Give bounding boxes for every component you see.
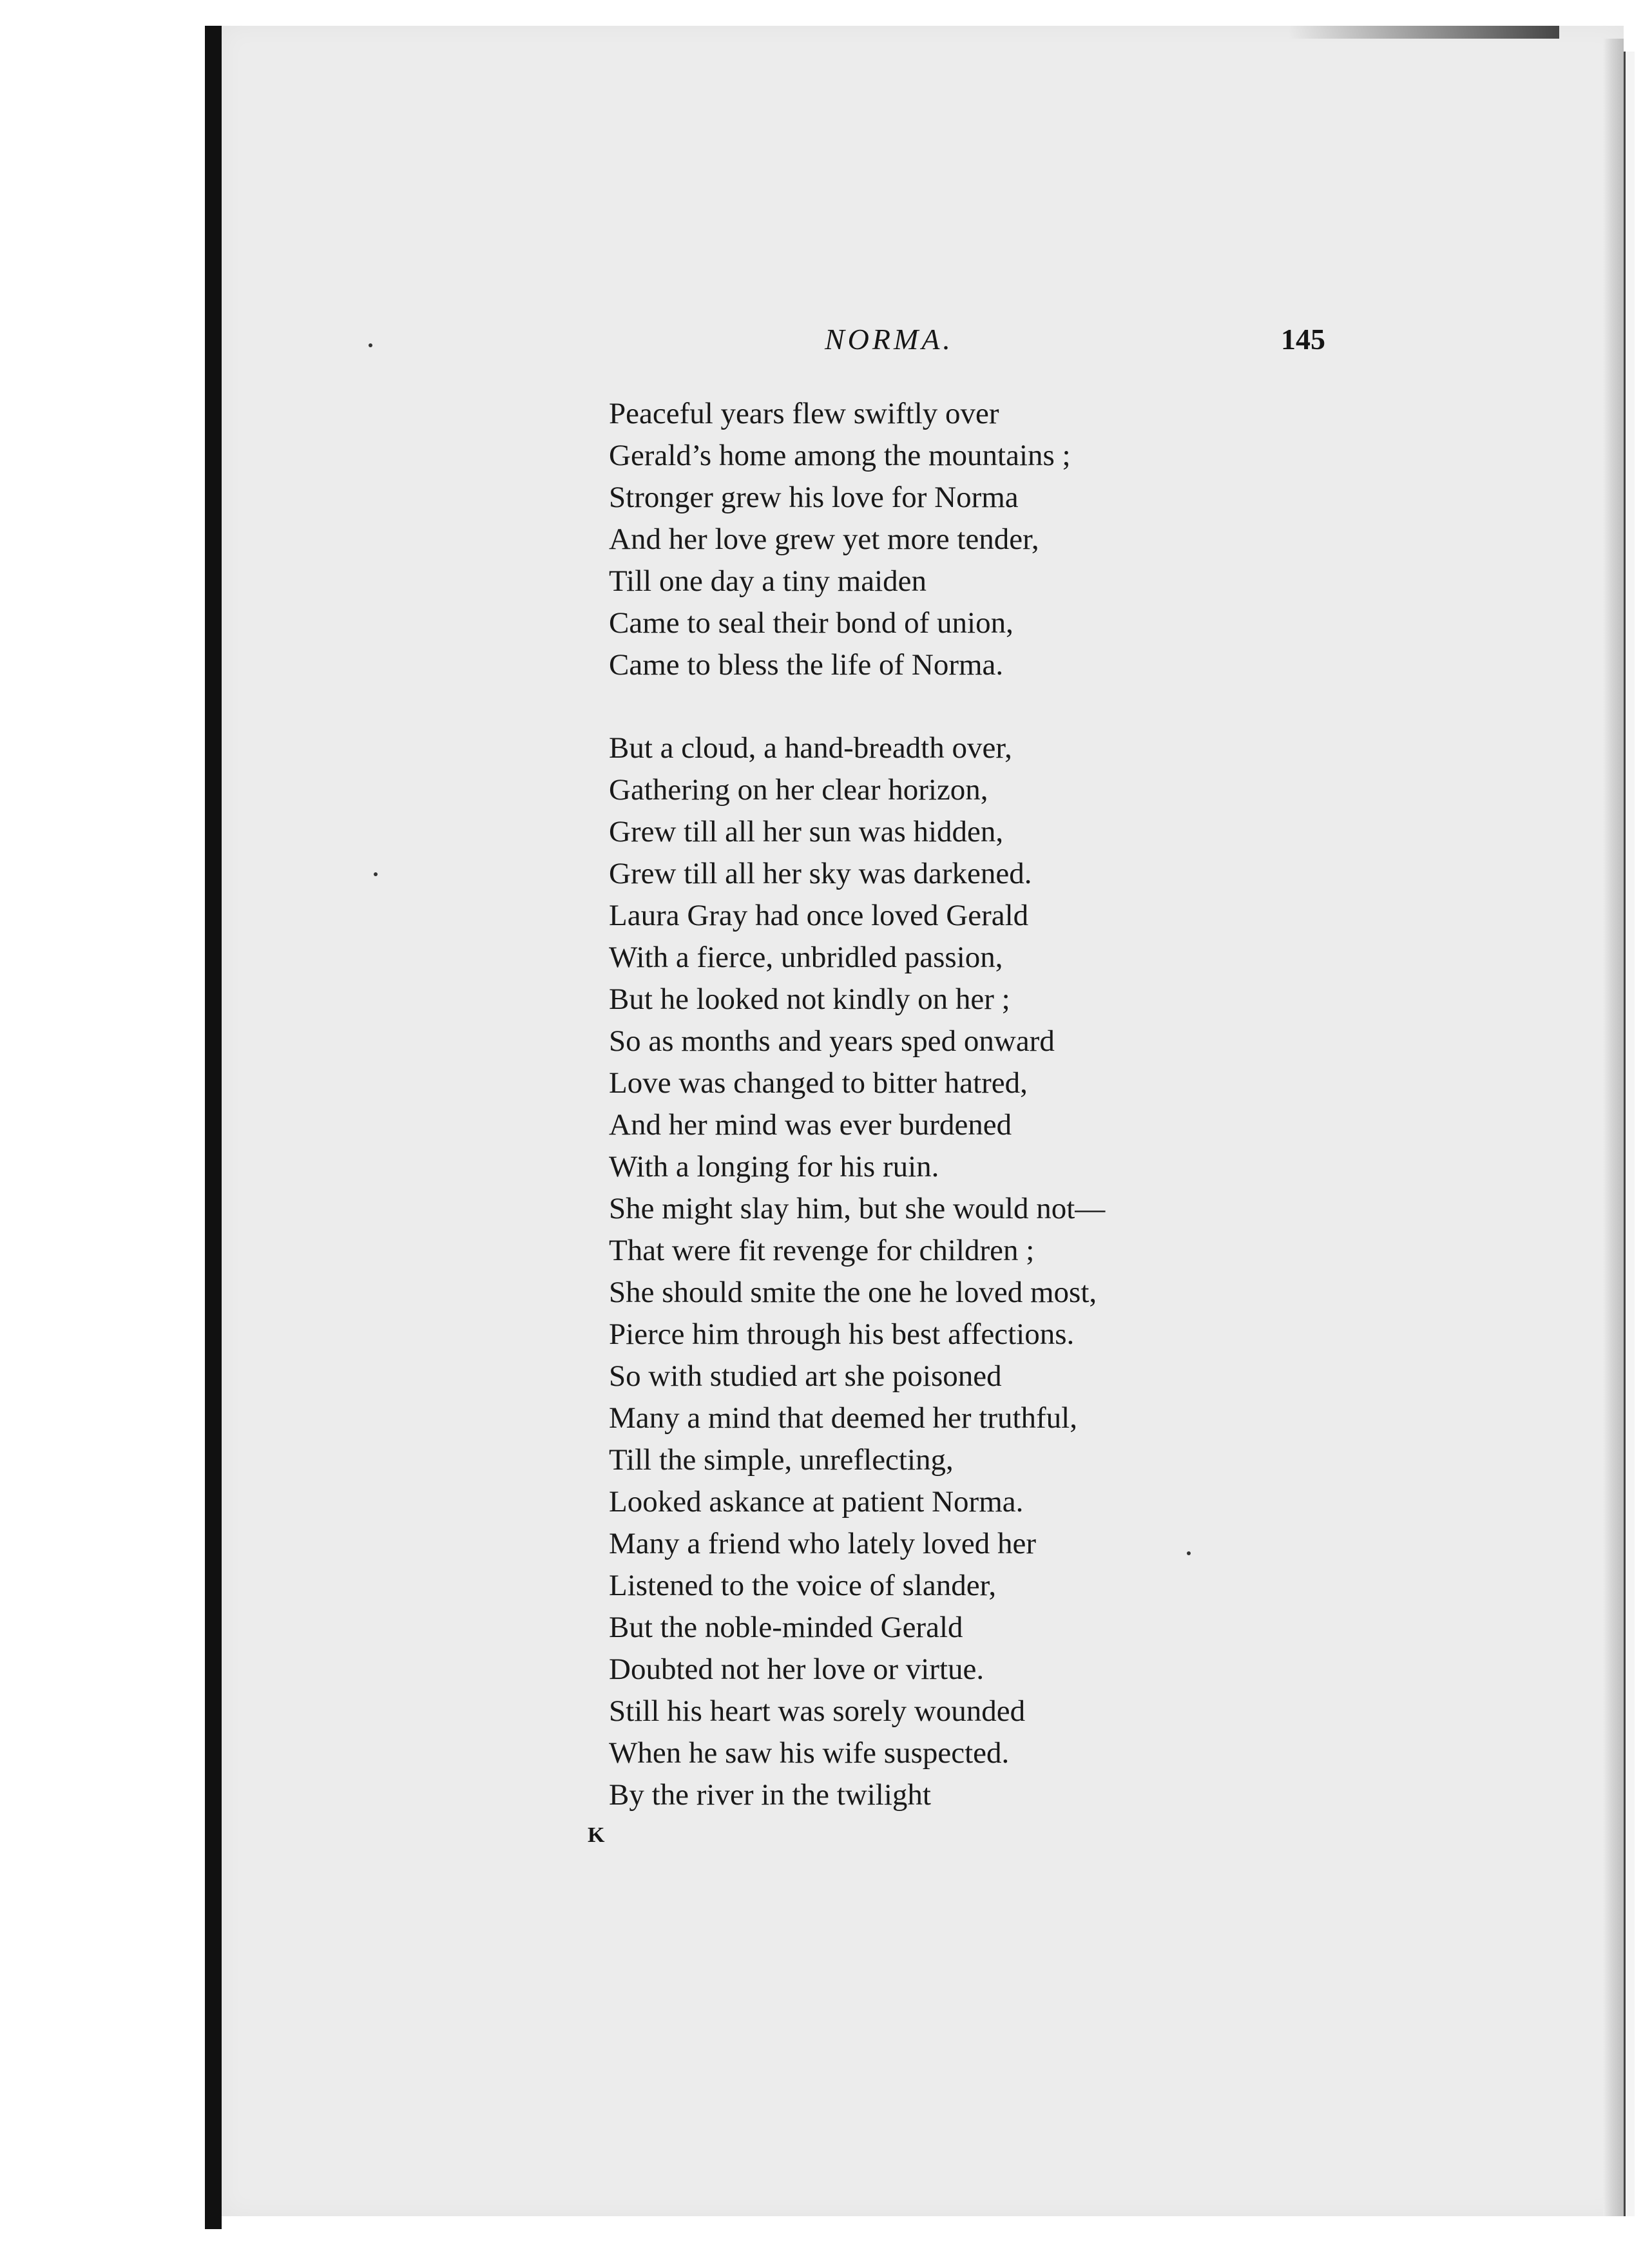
poem-line: But the noble-minded Gerald xyxy=(609,1611,963,1644)
poem-line: That were fit revenge for children ; xyxy=(609,1234,1035,1267)
page-number: 145 xyxy=(1281,323,1325,356)
poem-line: But he looked not kindly on her ; xyxy=(609,982,1010,1016)
poem-line: Pierce him through his best affections. xyxy=(609,1317,1075,1351)
poem-line: Gathering on her clear horizon, xyxy=(609,773,988,807)
poem-line: Doubted not her love or virtue. xyxy=(609,1653,984,1686)
book-spine-shadow xyxy=(205,26,222,2229)
poem-line: Gerald’s home among the mountains ; xyxy=(609,439,1071,472)
page-fore-edge xyxy=(1624,52,1635,2216)
scan-speck xyxy=(369,343,372,347)
poem-line: So as months and years sped onward xyxy=(609,1024,1055,1058)
poem-line: Till the simple, unreflecting, xyxy=(609,1443,954,1477)
poem-line: Many a friend who lately loved her xyxy=(609,1527,1037,1560)
poem-line: Looked askance at patient Norma. xyxy=(609,1485,1024,1519)
poem-line: Grew till all her sky was darkened. xyxy=(609,857,1032,890)
signature-mark: K xyxy=(588,1823,605,1847)
poem-line: Stronger grew his love for Norma xyxy=(609,481,1019,514)
poem-line: With a fierce, unbridled passion, xyxy=(609,941,1003,974)
poem-line: She should smite the one he loved most, xyxy=(609,1276,1097,1309)
stanza-1 xyxy=(609,393,1253,686)
poem-line: She might slay him, but she would not— xyxy=(609,1192,1106,1225)
scan-speck xyxy=(374,872,378,876)
stanza-2 xyxy=(609,727,1253,1816)
poem-line: Laura Gray had once loved Gerald xyxy=(609,899,1029,932)
poem-line: Love was changed to bitter hatred, xyxy=(609,1066,1028,1100)
poem-line: And her mind was ever burdened xyxy=(609,1108,1012,1142)
poem-line: So with studied art she poisoned xyxy=(609,1359,1002,1393)
poem-line: Came to bless the life of Norma. xyxy=(609,648,1004,682)
running-head-title: NORMA. xyxy=(825,323,954,356)
poem-line: By the river in the twilight xyxy=(609,1778,931,1812)
page-right-edge xyxy=(1603,39,1624,2216)
poem-line: When he saw his wife suspected. xyxy=(609,1736,1010,1770)
poem-line: Till one day a tiny maiden xyxy=(609,564,927,598)
poem-line: With a longing for his ruin. xyxy=(609,1150,939,1183)
poem-line: Grew till all her sun was hidden, xyxy=(609,815,1004,848)
poem-line: Many a mind that deemed her truthful, xyxy=(609,1401,1077,1435)
running-head xyxy=(741,322,1359,374)
poem-line: And her love grew yet more tender, xyxy=(609,522,1039,556)
poem-text xyxy=(609,393,1253,1857)
poem-line: But a cloud, a hand-breadth over, xyxy=(609,731,1012,765)
poem-line: Still his heart was sorely wounded xyxy=(609,1694,1026,1728)
poem-line: Listened to the voice of slander, xyxy=(609,1569,997,1602)
poem-line: Peaceful years flew swiftly over xyxy=(609,397,999,430)
poem-line: Came to seal their bond of union, xyxy=(609,606,1013,640)
page-top-edge-shadow xyxy=(1289,26,1559,39)
